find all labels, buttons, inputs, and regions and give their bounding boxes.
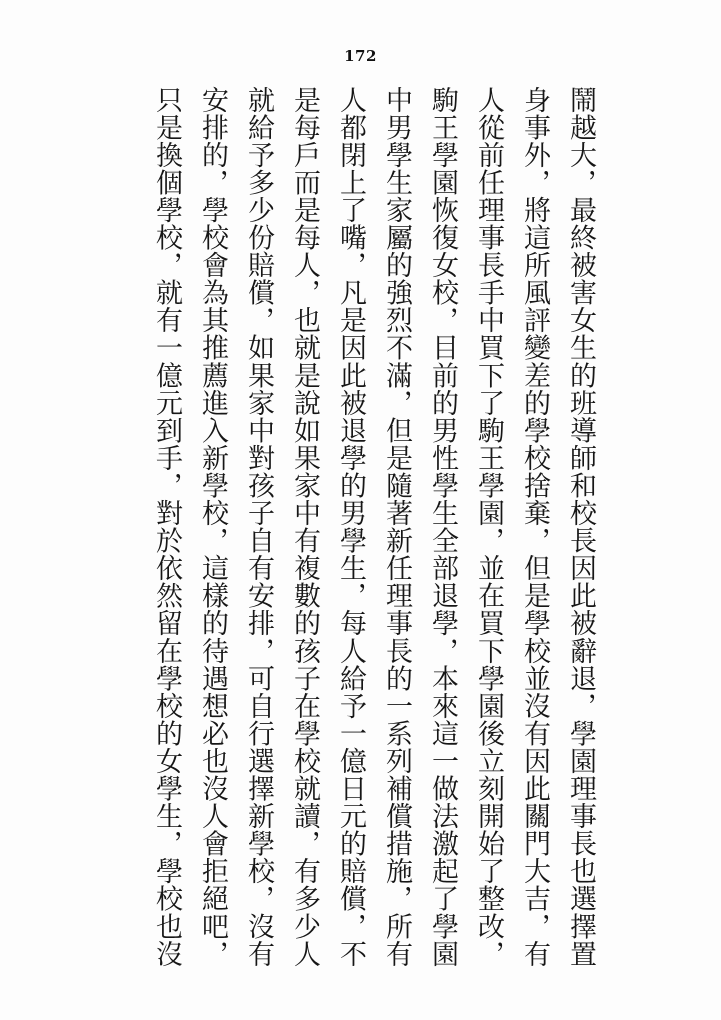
text-column: 只是換個學校，就有一億元到手，對於依然留在學校的女學生，學校也沒: [152, 86, 182, 968]
text-column: 駒王學園恢復女校，目前的男性學生全部退學，本來這一做法激起了學園: [428, 86, 458, 968]
text-column: 就給予多少份賠償，如果家中對孩子自有安排，可自行選擇新學校，沒有: [244, 86, 274, 968]
text-column: 是每戶而是每人，也就是說如果家中有複數的孩子在學校就讀，有多少人: [290, 86, 320, 968]
vertical-text-block: [144, 86, 604, 968]
text-column: 身事外，將這所風評變差的學校捨棄，但是學校並沒有因此關門大吉，有: [520, 86, 550, 968]
page-number: 172: [344, 47, 377, 65]
text-column: 安排的，學校會為其推薦進入新學校，這樣的待遇想必也沒人會拒絕吧，: [198, 86, 228, 968]
text-column: 中男學生家屬的強烈不滿，但是隨著新任理事長的一系列補償措施，所有: [382, 86, 412, 968]
text-column: 鬧越大，最終被害女生的班導師和校長因此被辭退，學園理事長也選擇置: [566, 86, 596, 968]
text-column: 人都閉上了嘴，凡是因此被退學的男學生，每人給予一億日元的賠償，不: [336, 86, 366, 968]
text-column: 人從前任理事長手中買下了駒王學園，並在買下學園後立刻開始了整改，: [474, 86, 504, 968]
